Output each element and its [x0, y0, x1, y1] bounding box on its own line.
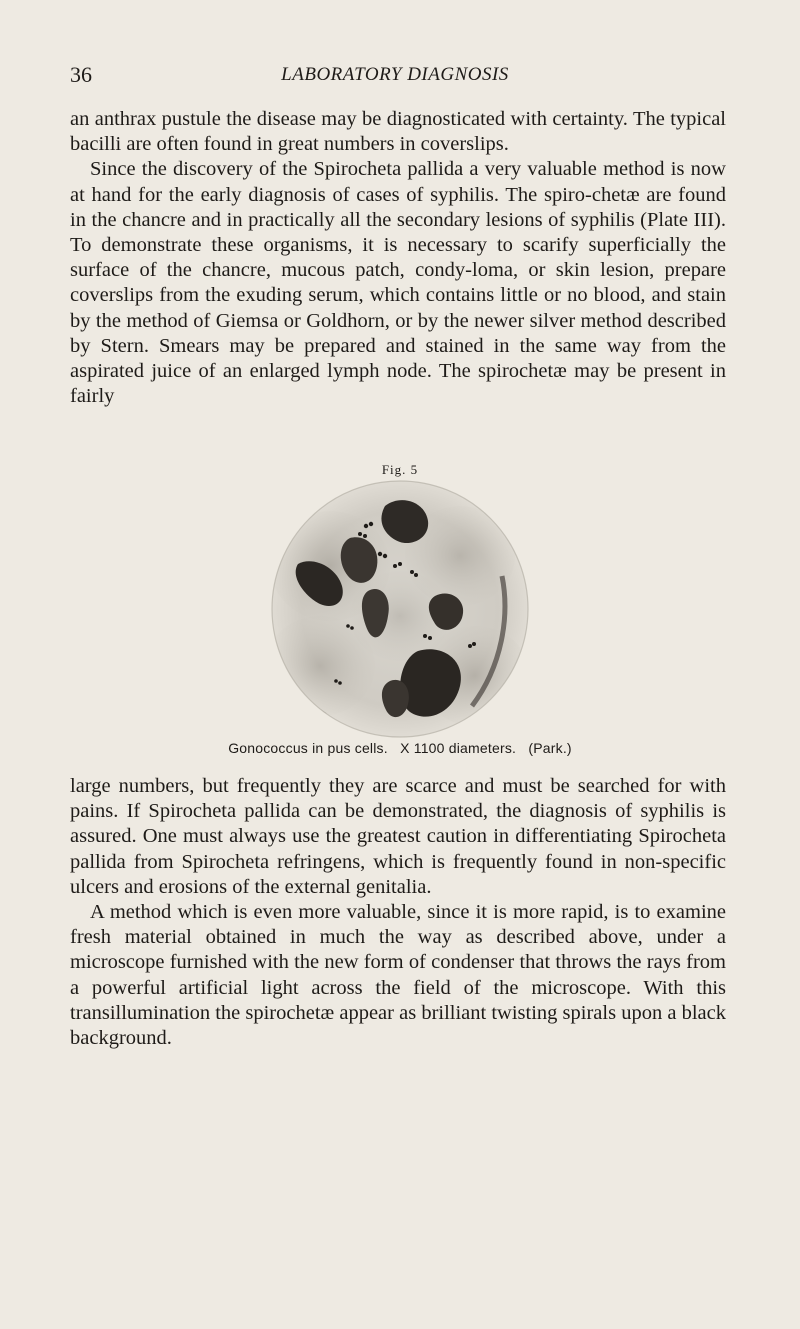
micrograph-figure — [240, 476, 560, 738]
caption-subject: Gonococcus in pus cells. — [228, 740, 388, 756]
paragraph: an anthrax pustule the disease may be diagnosticated with certainty. The typical bacilli are often found in great numbers in coverslips. — [70, 108, 726, 156]
caption-magnification: X 1100 diameters. — [400, 740, 517, 756]
page-number: 36 — [70, 62, 92, 87]
page-header — [70, 62, 720, 92]
running-head: LABORATORY DIAGNOSIS — [281, 64, 509, 85]
figure-caption — [0, 740, 800, 756]
caption-credit: (Park.) — [528, 740, 572, 756]
paragraph: Since the discovery of the Spirocheta pallida a very valuable method is now at hand for the early diagnosis of cases of syphilis. The spiro-chetæ are found in the chancre and in practically all the secondary lesions of syphilis (Plate III). To demonstrate these organisms, it is necessary to scarify superficially the surface of the chancre, mucous patch, condy-loma, or skin lesion, prepare coverslips from the exuding serum, which contains little or no blood, and stain by the method of Giemsa or Goldhorn, or by the newer silver method described by Stern. Smears may be prepared and stained in the same way from the aspirated juice of an enlarged lymph node. The spirochetæ may be present in fairly — [70, 158, 726, 408]
text-block-top — [70, 107, 726, 409]
text-block-bottom — [70, 774, 726, 1051]
figure-label: Fig. 5 — [381, 462, 419, 477]
paragraph: large numbers, but frequently they are scarce and must be searched for with pains. If Spirocheta pallida can be demonstrated, the diagnosis of syphilis is assured. One must always use the greatest caution in differentiating Spirocheta pallida from Spirocheta refringens, which is frequently found in non-specific ulcers and erosions of the external genitalia. — [70, 775, 726, 898]
paragraph: A method which is even more valuable, since it is more rapid, is to examine fresh material obtained in much the way as described above, under a microscope furnished with the new form of condenser that throws the rays from a powerful artificial light across the field of the microscope. With this transillumination the spirochetæ appear as brilliant twisting spirals upon a black background. — [70, 901, 726, 1050]
